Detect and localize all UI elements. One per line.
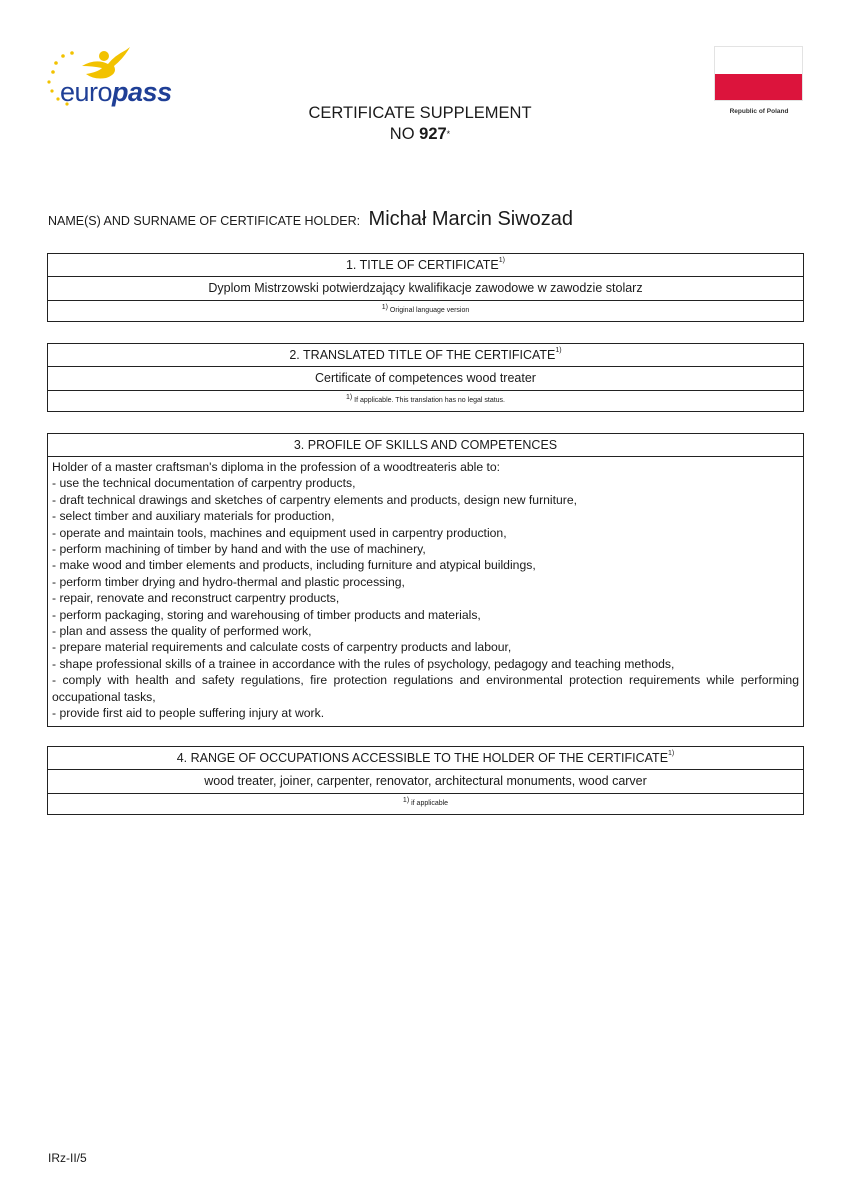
section2-footnote [48,391,803,411]
document-title [220,103,620,145]
flag-red-band [715,74,802,100]
europass-wordmark [60,77,172,108]
section2-header [48,344,803,367]
section2-value: Certificate of competences wood treater [48,367,803,391]
skills-intro: Holder of a master craftsman's diploma in the profession of a woodtreateris able to: [52,460,501,474]
logo-text-bold: pass [112,77,172,107]
holder-line [48,208,573,231]
polish-flag [714,46,803,101]
section1-value: Dyplom Mistrzowski potwierdzający kwalifikacje zawodowe w zawodzie stolarz [48,277,803,301]
certificate-number-line [220,124,620,145]
holder-label: NAME(S) AND SURNAME OF CERTIFICATE HOLDER: [48,214,361,228]
section1-title-sup: 1) [498,257,506,264]
skill-item: - comply with health and safety regulations, fire protection regulations and environmental protection requirements while performing occupational tasks, [52,673,799,704]
section1-title: 1. TITLE OF CERTIFICATE [345,258,499,272]
section4-header [48,747,803,770]
section2-footnote-sup: 1) [345,394,353,401]
flag-caption: Republic of Poland [729,108,789,115]
form-code: IRz-II/5 [48,1151,87,1165]
skill-item: - perform packaging, storing and warehousing of timber products and materials, [52,607,481,622]
europass-logo [44,44,179,114]
section4-footnote-sup: 1) [402,797,410,804]
skill-item: - plan and assess the quality of performed work, [52,624,312,639]
skill-item: - draft technical drawings and sketches of carpentry elements and products, design new furniture, [52,492,578,507]
skill-item: - use the technical documentation of carpentry products, [52,476,356,491]
flag-white-band [715,47,802,74]
logo-text-plain: euro [60,77,113,107]
section1-footnote-text: Original language version [389,307,470,314]
section1-footnote [48,301,803,321]
section-translated-title [47,343,804,412]
section4-footnote-text: if applicable [411,800,449,807]
section4-title-sup: 1) [668,750,675,757]
holder-name: Michał Marcin Siwozad [368,208,574,230]
certificate-supplement-title: CERTIFICATE SUPPLEMENT [308,104,532,122]
section1-header [48,254,803,277]
section3-skills-list [48,457,803,726]
skill-item: - provide first aid to people suffering injury at work. [52,706,325,721]
skill-item: - shape professional skills of a trainee in accordance with the rules of psychology, pedagogy and teaching methods, [52,656,675,671]
section4-footnote [48,794,803,814]
skill-item: - select timber and auxiliary materials for production, [52,509,335,524]
certificate-number: 927 [419,125,447,143]
number-mark: * [446,129,451,139]
skill-item: - make wood and timber elements and products, including furniture and atypical buildings, [52,558,536,573]
section-range-of-occupations [47,746,804,815]
skill-item: - operate and maintain tools, machines and equipment used in carpentry production, [52,525,507,540]
section-profile-of-skills [47,433,804,727]
section3-header: 3. PROFILE OF SKILLS AND COMPETENCES [48,434,803,457]
skill-item: - repair, renovate and reconstruct carpentry products, [52,591,340,606]
section2-footnote-text: If applicable. This translation has no legal status. [354,397,506,404]
skill-item: - perform machining of timber by hand and with the use of machinery, [52,542,426,557]
section4-title: 4. RANGE OF OCCUPATIONS ACCESSIBLE TO THE HOLDER OF THE CERTIFICATE [176,751,669,765]
number-prefix: NO [389,125,415,143]
skill-item: - perform timber drying and hydro-thermal and plastic processing, [52,574,405,589]
section2-title: 2. TRANSLATED TITLE OF THE CERTIFICATE [289,348,556,362]
section2-title-sup: 1) [555,347,562,354]
section-title-of-certificate [47,253,804,322]
section1-footnote-sup: 1) [381,304,388,311]
section4-value: wood treater, joiner, carpenter, renovator, architectural monuments, wood carver [48,770,803,794]
skill-item: - prepare material requirements and calculate costs of carpentry products and labour, [52,640,512,655]
